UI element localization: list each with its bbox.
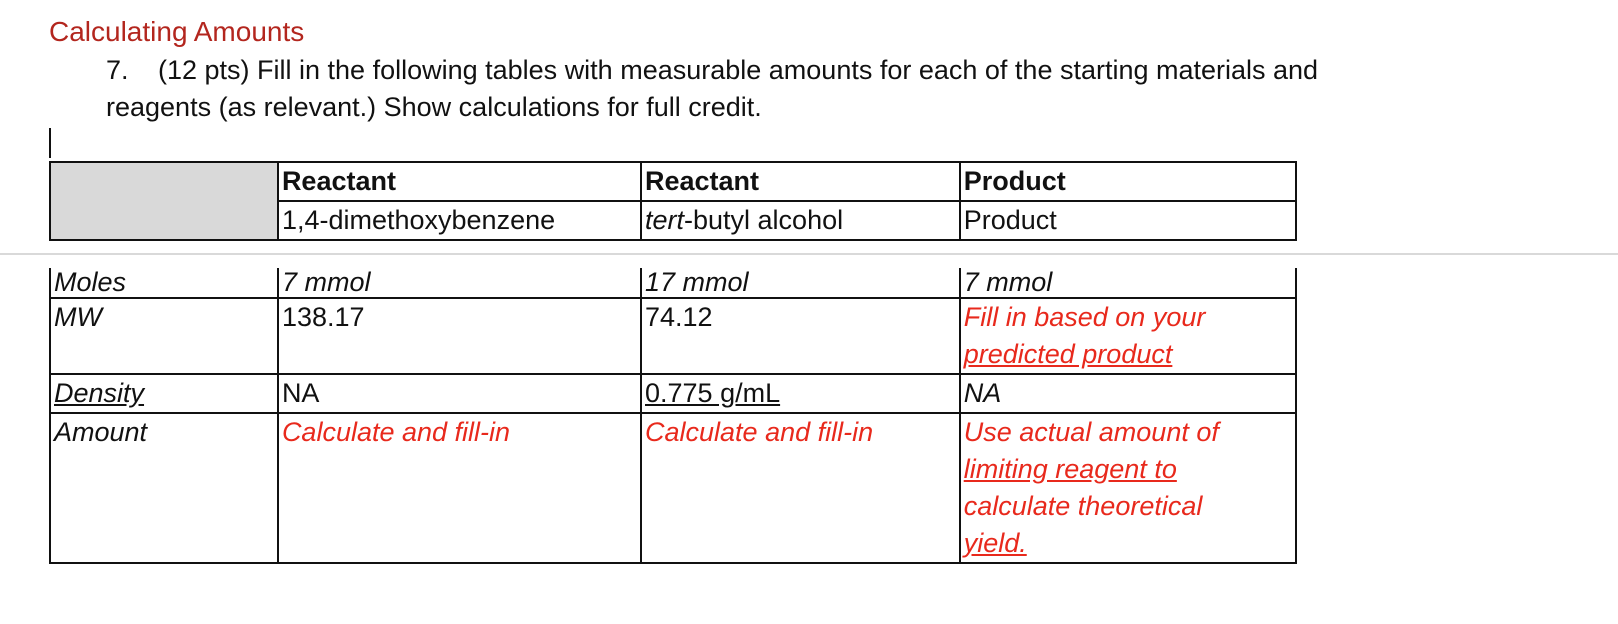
mw-row xyxy=(50,298,1296,374)
question-number: 7. xyxy=(106,55,129,85)
density-reactant-2[interactable] xyxy=(641,374,960,413)
moles-product[interactable]: 7 mmol xyxy=(960,268,1296,298)
mw-product-line-1: Fill in based on your xyxy=(963,302,1206,332)
text-cursor xyxy=(49,128,51,158)
header-reactant-2[interactable]: Reactant xyxy=(641,162,960,201)
reactant-2-name[interactable] xyxy=(641,201,960,240)
product-name[interactable]: Product xyxy=(960,201,1296,240)
section-title: Calculating Amounts xyxy=(49,16,305,47)
mw-product-line-2: predicted product xyxy=(963,339,1173,369)
amount-product-line-4: yield. xyxy=(963,528,1027,558)
header-reactant-1[interactable]: Reactant xyxy=(278,162,641,201)
question-line-1 xyxy=(106,52,1318,89)
page-break xyxy=(0,253,1618,255)
moles-reactant-2[interactable]: 17 mmol xyxy=(641,268,960,298)
mw-product[interactable] xyxy=(960,298,1296,374)
density-label-text: Density xyxy=(54,378,145,408)
amount-reactant-1[interactable]: Calculate and fill-in xyxy=(278,413,641,563)
amount-product-line-2: limiting reagent to xyxy=(963,454,1177,484)
reactant-1-name[interactable]: 1,4-dimethoxybenzene xyxy=(278,201,641,240)
mw-reactant-2[interactable]: 74.12 xyxy=(641,298,960,374)
density-row xyxy=(50,374,1296,413)
compound-header-table xyxy=(49,161,1297,241)
blank-header-cell xyxy=(50,162,278,240)
moles-row xyxy=(50,268,1296,298)
density-reactant-2-text: 0.775 g/mL xyxy=(645,378,781,408)
moles-label: Moles xyxy=(50,268,278,298)
amount-product-line-1: Use actual amount of xyxy=(963,417,1219,447)
reactant-2-prefix: tert xyxy=(645,205,685,235)
header-row xyxy=(50,162,1296,201)
header-product[interactable]: Product xyxy=(960,162,1296,201)
question-line-2: reagents (as relevant.) Show calculations for full credit. xyxy=(106,92,762,122)
density-reactant-1[interactable]: NA xyxy=(278,374,641,413)
question-line-1-text: (12 pts) Fill in the following tables with measurable amounts for each of the starting materials and xyxy=(158,55,1319,85)
amount-product-line-3: calculate theoretical xyxy=(963,491,1203,521)
mw-label: MW xyxy=(50,298,278,374)
amount-label: Amount xyxy=(50,413,278,563)
amount-row xyxy=(50,413,1296,563)
density-label xyxy=(50,374,278,413)
moles-reactant-1[interactable]: 7 mmol xyxy=(278,268,641,298)
density-product[interactable]: NA xyxy=(960,374,1296,413)
amounts-table xyxy=(49,268,1297,564)
question-text xyxy=(106,52,1318,126)
amount-product[interactable] xyxy=(960,413,1296,563)
mw-reactant-1[interactable]: 138.17 xyxy=(278,298,641,374)
amount-reactant-2[interactable]: Calculate and fill-in xyxy=(641,413,960,563)
reactant-2-suffix: -butyl alcohol xyxy=(684,205,844,235)
